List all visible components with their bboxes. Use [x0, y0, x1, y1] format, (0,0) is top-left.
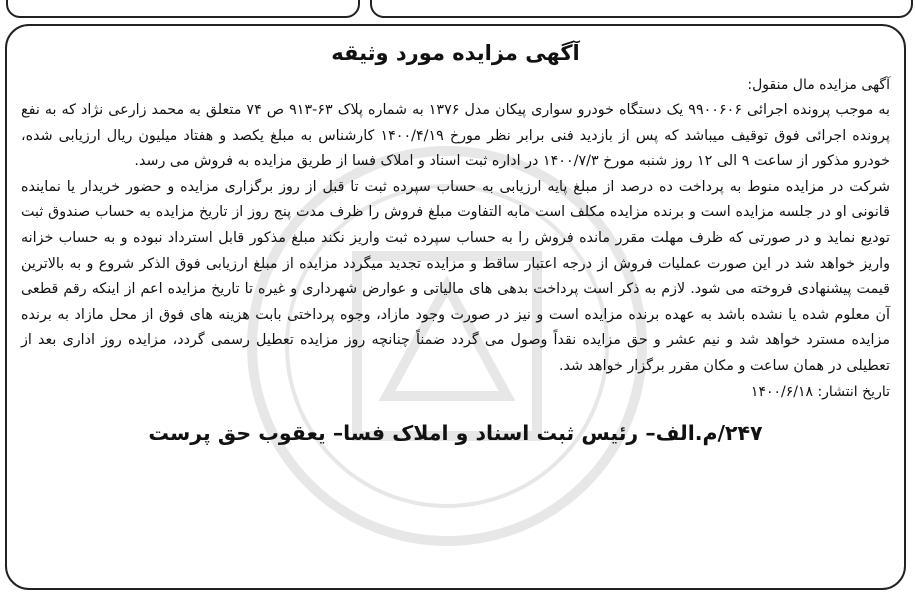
notice-frame: [5, 24, 906, 590]
notice-paragraph-2: شرکت در مزایده منوط به پرداخت ده درصد از مبلغ پایه ارزیابی به حساب سپرده ثبت تا قبل از روز برگزاری مزایده و حضور خریدار یا نماینده قانونی او در جلسه مزایده است و برنده مزایده مکلف است مابه التفاوت مبلغ فروش را ظرف مدت پنج روز از تاریخ مزایده به حساب صندوق ثبت تودیع نماید و در صورتی که ظرف مهلت مقرر مانده فروش را به حساب سپرده ثبت واریز نکند مبلغ مذکور قابل استرداد نبوده و به حساب خزانه واریز خواهد شد در این صورت عملیات فروش از درجه اعتبار ساقط و مزایده تجدید میگردد مزایده از مبلغ ارزیابی فوق الذکر شروع و به بالاترین قیمت پیشنهادی فروخته می شود. لازم به ذکر است پرداخت بدهی های مالیاتی و عوارض شهرداری و غیره تا تاریخ مزایده اعم از اینکه رقم قطعی آن معلوم شده یا نشده باشد به عهده برنده مزایده است و نیز در صورت وجود مازاد، وجوه پرداختی بابت هزینه های فوق از محل مازاد به برنده مزایده مسترد خواهد شد و نیم عشر و حق مزایده نقداً وصول می گردد ضمناً چنانچه روز مزایده تعطیل رسمی گردد، مزایده روز اداری بعد از تعطیلی در همان ساعت و مکان مقرر برگزار خواهد شد.: [21, 178, 890, 374]
adjacent-notice-box-left: [6, 0, 360, 18]
notice-signature: ۲۴۷/م.الف– رئیس ثبت اسناد و املاک فسا– یعقوب حق پرست: [148, 420, 763, 445]
notice-paragraph-1: به موجب پرونده اجرائی ۹۹۰۰۶۰۶ یک دستگاه خودرو سواری پیکان مدل ۱۳۷۶ به شماره پلاک ۶۳-۹۱۳ ص ۷۴ متعلق به محمد زارعی نژاد که به نفع پرونده اجرائی فوق توقیف میباشد که پس از بازدید فنی برابر نظر مورخ ۱۴۰۰/۴/۱۹ کارشناس به مبلغ یکصد و هفتاد میلیون ریال ارزیابی شده، خودرو مذکور از ساعت ۹ الی ۱۲ روز شنبه مورخ ۱۴۰۰/۷/۳ در اداره ثبت اسناد و املاک فسا از طریق مزایده به فروش می رسد.: [21, 102, 891, 170]
adjacent-notice-box-right: [370, 0, 913, 18]
publish-date: تاریخ انتشار: ۱۴۰۰/۶/۱۸: [750, 383, 890, 400]
notice-content: [21, 32, 890, 448]
notice-title: آگهی مزایده مورد وثیقه: [331, 41, 580, 65]
previous-notice-borders: [0, 0, 915, 16]
notice-intro: آگهی مزایده مال منقول:: [747, 77, 890, 93]
